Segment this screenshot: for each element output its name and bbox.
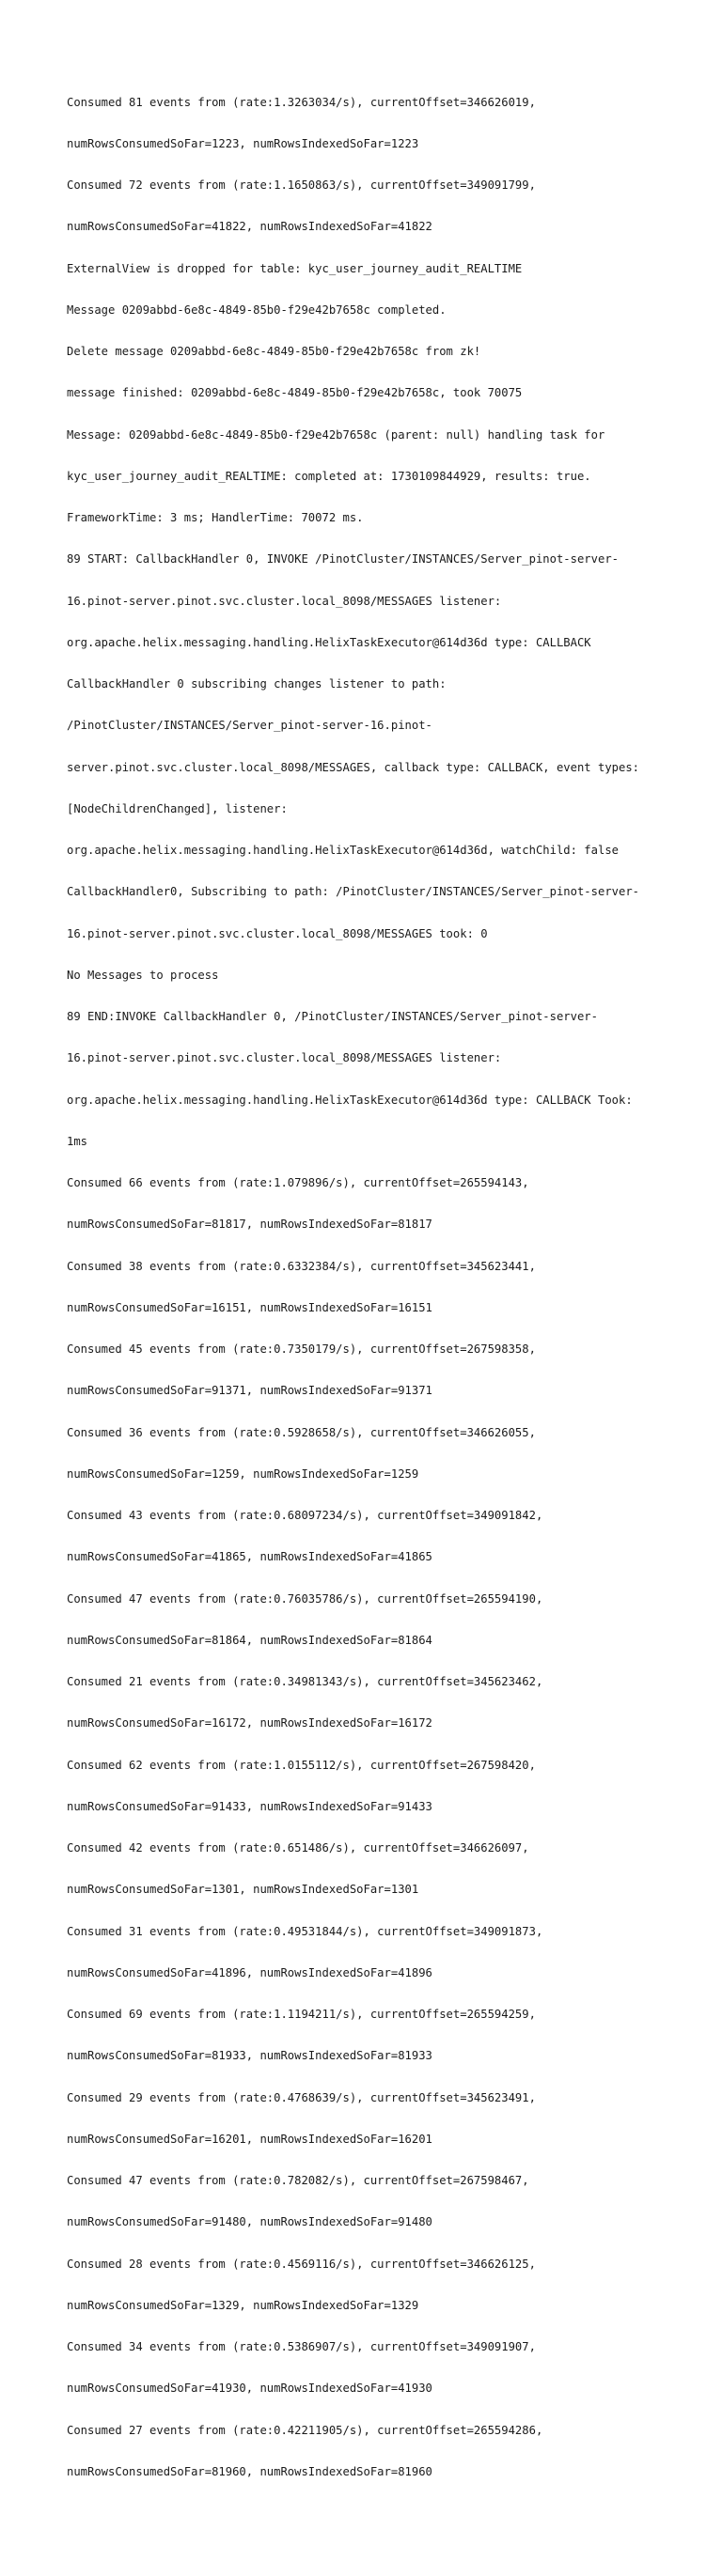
log-line: org.apache.helix.messaging.handling.HelixTaskExecutor@614d36d type: CALLBACK: [67, 635, 591, 649]
log-line: Message: 0209abbd-6e8c-4849-85b0-f29e42b7658c (parent: null) handling task for: [67, 427, 605, 442]
log-line: Consumed 62 events from (rate:1.0155112/s), currentOffset=267598420,: [67, 1758, 536, 1772]
log-line: Consumed 31 events from (rate:0.49531844/s), currentOffset=349091873,: [67, 1924, 543, 1938]
log-line: numRowsConsumedSoFar=41822, numRowsIndexedSoFar=41822: [67, 220, 432, 234]
log-line: numRowsConsumedSoFar=91480, numRowsIndexedSoFar=91480: [67, 2215, 432, 2229]
log-line: CallbackHandler0, Subscribing to path: /PinotCluster/INSTANCES/Server_pinot-server-: [67, 885, 640, 899]
log-line: Consumed 81 events from (rate:1.3263034/s), currentOffset=346626019,: [67, 95, 536, 109]
log-line: ExternalView is dropped for table: kyc_user_journey_audit_REALTIME: [67, 261, 523, 275]
log-line: Consumed 45 events from (rate:0.7350179/s), currentOffset=267598358,: [67, 1342, 536, 1356]
log-line: org.apache.helix.messaging.handling.HelixTaskExecutor@614d36d, watchChild: false: [67, 844, 619, 857]
log-line: 89 END:INVOKE CallbackHandler 0, /PinotCluster/INSTANCES/Server_pinot-server-: [67, 1010, 598, 1023]
log-line: Consumed 42 events from (rate:0.651486/s), currentOffset=346626097,: [67, 1841, 529, 1854]
log-line: Consumed 43 events from (rate:0.68097234/s), currentOffset=349091842,: [67, 1509, 543, 1522]
log-line: Consumed 27 events from (rate:0.42211905/s), currentOffset=265594286,: [67, 2423, 543, 2437]
log-line: [NodeChildrenChanged], listener:: [67, 801, 288, 815]
log-line: numRowsConsumedSoFar=16172, numRowsIndexedSoFar=16172: [67, 1716, 432, 1730]
log-line: /PinotCluster/INSTANCES/Server_pinot-server-16.pinot-: [67, 719, 432, 733]
log-line: Consumed 36 events from (rate:0.5928658/s), currentOffset=346626055,: [67, 1425, 536, 1439]
log-line: numRowsConsumedSoFar=16151, numRowsIndexedSoFar=16151: [67, 1300, 432, 1314]
log-line: 16.pinot-server.pinot.svc.cluster.local_8098/MESSAGES listener:: [67, 594, 502, 608]
log-line: numRowsConsumedSoFar=81864, numRowsIndexedSoFar=81864: [67, 1633, 432, 1647]
log-line: numRowsConsumedSoFar=81960, numRowsIndexedSoFar=81960: [67, 2464, 432, 2478]
log-line: numRowsConsumedSoFar=41896, numRowsIndexedSoFar=41896: [67, 1965, 432, 1979]
log-line: Consumed 69 events from (rate:1.1194211/s), currentOffset=265594259,: [67, 2008, 536, 2021]
log-line: server.pinot.svc.cluster.local_8098/MESSAGES, callback type: CALLBACK, event types:: [67, 760, 640, 774]
log-line: Consumed 66 events from (rate:1.079896/s), currentOffset=265594143,: [67, 1176, 529, 1189]
log-line: Consumed 21 events from (rate:0.34981343/s), currentOffset=345623462,: [67, 1675, 543, 1688]
log-line: FrameworkTime: 3 ms; HandlerTime: 70072 ms.: [67, 511, 364, 524]
log-line: Consumed 29 events from (rate:0.4768639/s), currentOffset=345623491,: [67, 2090, 536, 2104]
log-line: Consumed 28 events from (rate:0.4569116/s), currentOffset=346626125,: [67, 2257, 536, 2271]
log-line: Consumed 47 events from (rate:0.782082/s), currentOffset=267598467,: [67, 2174, 529, 2187]
log-line: Consumed 38 events from (rate:0.6332384/s), currentOffset=345623441,: [67, 1259, 536, 1273]
log-line: Consumed 47 events from (rate:0.76035786/s), currentOffset=265594190,: [67, 1591, 543, 1606]
log-line: numRowsConsumedSoFar=16201, numRowsIndexedSoFar=16201: [67, 2132, 432, 2146]
log-line: numRowsConsumedSoFar=1259, numRowsIndexedSoFar=1259: [67, 1466, 419, 1481]
log-line: 1ms: [67, 1134, 88, 1148]
log-line: Message 0209abbd-6e8c-4849-85b0-f29e42b7658c completed.: [67, 303, 447, 317]
log-line: Consumed 34 events from (rate:0.5386907/s), currentOffset=349091907,: [67, 2340, 536, 2353]
log-line: numRowsConsumedSoFar=91433, numRowsIndexedSoFar=91433: [67, 1799, 432, 1813]
log-line: [67, 2506, 687, 2521]
log-line: numRowsConsumedSoFar=81933, numRowsIndexedSoFar=81933: [67, 2049, 432, 2063]
log-line: org.apache.helix.messaging.handling.HelixTaskExecutor@614d36d type: CALLBACK Took:: [67, 1093, 633, 1107]
log-line: message finished: 0209abbd-6e8c-4849-85b0-f29e42b7658c, took 70075: [67, 386, 523, 400]
log-line: 16.pinot-server.pinot.svc.cluster.local_8098/MESSAGES listener:: [67, 1051, 502, 1065]
log-line: Consumed 72 events from (rate:1.1650863/s), currentOffset=349091799,: [67, 178, 536, 192]
log-line: numRowsConsumedSoFar=41930, numRowsIndexedSoFar=41930: [67, 2382, 432, 2396]
log-line: numRowsConsumedSoFar=1329, numRowsIndexedSoFar=1329: [67, 2298, 419, 2312]
log-output: [67, 68, 687, 2576]
log-line: [67, 2548, 687, 2562]
log-line: numRowsConsumedSoFar=91371, numRowsIndexedSoFar=91371: [67, 1384, 432, 1398]
log-line: numRowsConsumedSoFar=1301, numRowsIndexedSoFar=1301: [67, 1883, 419, 1897]
log-line: kyc_user_journey_audit_REALTIME: completed at: 1730109844929, results: true.: [67, 469, 591, 483]
log-line: 16.pinot-server.pinot.svc.cluster.local_8098/MESSAGES took: 0: [67, 926, 488, 940]
log-line: numRowsConsumedSoFar=41865, numRowsIndexedSoFar=41865: [67, 1550, 432, 1564]
log-line: numRowsConsumedSoFar=1223, numRowsIndexedSoFar=1223: [67, 136, 419, 150]
log-line: CallbackHandler 0 subscribing changes listener to path:: [67, 677, 447, 691]
log-line: 89 START: CallbackHandler 0, INVOKE /PinotCluster/INSTANCES/Server_pinot-server-: [67, 552, 619, 566]
log-line: numRowsConsumedSoFar=81817, numRowsIndexedSoFar=81817: [67, 1218, 432, 1232]
log-line: Delete message 0209abbd-6e8c-4849-85b0-f29e42b7658c from zk!: [67, 345, 481, 358]
log-line: No Messages to process: [67, 968, 219, 982]
